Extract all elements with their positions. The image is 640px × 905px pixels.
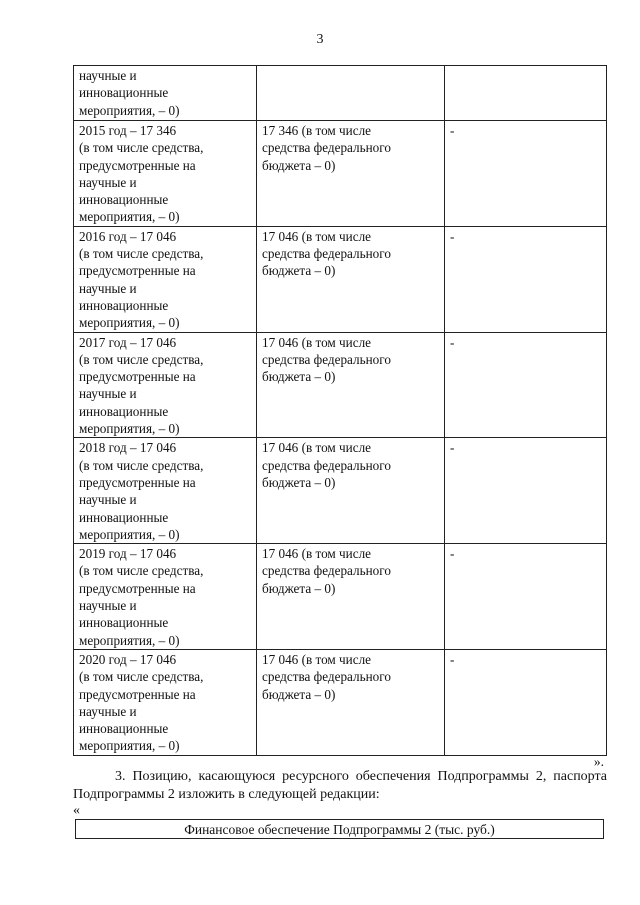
other-sources-cell: - [445, 226, 607, 332]
other-sources-cell [445, 66, 607, 121]
year-cell: 2016 год – 17 046 (в том числе средства, предусмотренные на научные и инновационные мероприятия, – 0) [74, 226, 257, 332]
table-row [74, 226, 607, 332]
year-cell: научные и инновационные мероприятия, – 0) [74, 66, 257, 121]
federal-budget-cell: 17 046 (в том числе средства федерального бюджета – 0) [257, 226, 445, 332]
table-row [74, 121, 607, 227]
other-sources-cell: - [445, 438, 607, 544]
federal-budget-cell: 17 046 (в том числе средства федерального бюджета – 0) [257, 332, 445, 438]
table-row [74, 438, 607, 544]
year-cell: 2020 год – 17 046 (в том числе средства, предусмотренные на научные и инновационные мероприятия, – 0) [74, 649, 257, 755]
other-sources-cell: - [445, 649, 607, 755]
year-cell: 2019 год – 17 046 (в том числе средства, предусмотренные на научные и инновационные мероприятия, – 0) [74, 544, 257, 650]
year-cell: 2018 год – 17 046 (в том числе средства, предусмотренные на научные и инновационные мероприятия, – 0) [74, 438, 257, 544]
amendment-paragraph: 3. Позицию, касающуюся ресурсного обеспечения Подпрограммы 2, паспорта Подпрограммы 2 изложить в следующей редакции: [73, 769, 607, 802]
closing-quote: ». [593, 754, 604, 769]
funding-table [73, 65, 607, 756]
table-row [74, 332, 607, 438]
year-cell: 2017 год – 17 046 (в том числе средства, предусмотренные на научные и инновационные мероприятия, – 0) [74, 332, 257, 438]
financing-header-text: Финансовое обеспечение Подпрограммы 2 (тыс. руб.) [184, 822, 495, 837]
table-row [74, 66, 607, 121]
other-sources-cell: - [445, 121, 607, 227]
federal-budget-cell: 17 046 (в том числе средства федерального бюджета – 0) [257, 649, 445, 755]
page-number: 3 [316, 32, 324, 47]
other-sources-cell: - [445, 332, 607, 438]
table-row [74, 544, 607, 650]
other-sources-cell: - [445, 544, 607, 650]
financing-header-box [75, 819, 604, 839]
opening-quote: « [73, 803, 80, 818]
federal-budget-cell: 17 046 (в том числе средства федерального бюджета – 0) [257, 438, 445, 544]
federal-budget-cell: 17 346 (в том числе средства федерального бюджета – 0) [257, 121, 445, 227]
table-row [74, 649, 607, 755]
year-cell: 2015 год – 17 346 (в том числе средства, предусмотренные на научные и инновационные мероприятия, – 0) [74, 121, 257, 227]
federal-budget-cell [257, 66, 445, 121]
federal-budget-cell: 17 046 (в том числе средства федерального бюджета – 0) [257, 544, 445, 650]
